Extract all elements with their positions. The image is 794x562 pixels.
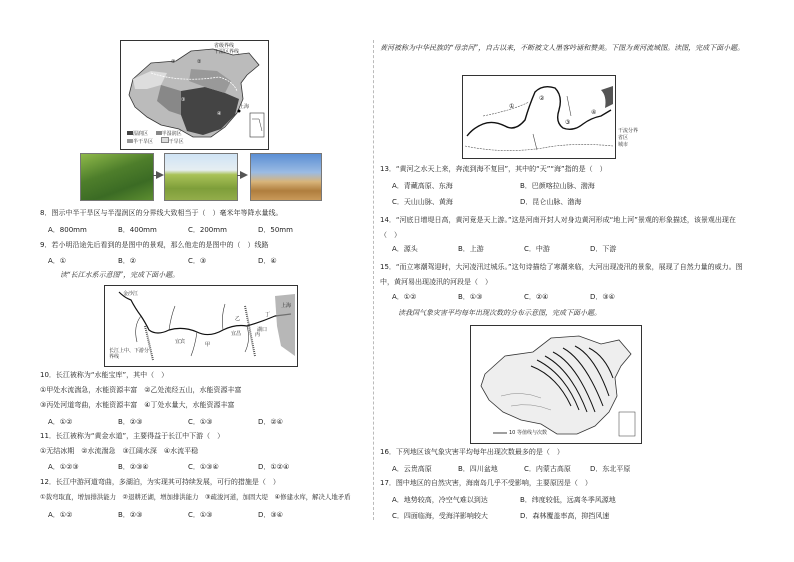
question-9: 9．若小明沿途先后看到的是图中的景观，那么他走的是图中的（ ）线路 xyxy=(40,241,269,249)
svg-text:③: ③ xyxy=(181,97,186,103)
svg-text:①: ① xyxy=(171,59,176,65)
svg-text:乙: 乙 xyxy=(235,316,241,322)
q17-option-c[interactable]: C．四面临海，受海洋影响较大 xyxy=(392,512,488,520)
question-15: 15．“而立寒潮驾迎时，大河凌汛过城乐。”这句诗描绘了寒潮来临，大河出现凌汛的景象，展现了自然力量的威力。图中，黄河易出现凌汛的河段是（ ） xyxy=(380,263,743,286)
desert-photo xyxy=(250,153,322,201)
q11-option-d[interactable]: D．①②④ xyxy=(258,463,290,471)
dry-wet-region-map xyxy=(120,40,269,150)
question-8: 8．图示中半干旱区与半湿润区的分界线大致相当于（ ）毫米年等降水量线。 xyxy=(40,209,283,217)
q11-option-a[interactable]: A．①②③ xyxy=(48,463,79,471)
svg-text:②: ② xyxy=(539,95,545,102)
yangtze-river-map xyxy=(104,285,298,367)
q17-option-a[interactable]: A．地势较高，冷空气难以到达 xyxy=(392,496,488,504)
legend-boundary: 省级界线 xyxy=(214,43,235,49)
q8-option-c[interactable]: C．200mm xyxy=(188,226,227,234)
q12-line-1: ①裁弯取直，增加排洪能力 ②退耕还湖，增加排洪能力 ③疏浚河道，加固大堤 ④修建水库，解决人地矛盾 xyxy=(40,493,351,501)
legend-boundary-line: 长江上中、下游分界线 xyxy=(109,348,150,360)
q15-option-c[interactable]: C．②④ xyxy=(524,293,549,301)
column-divider xyxy=(373,40,374,520)
legend-semihumid: 半湿润区 xyxy=(161,131,182,137)
q10-option-d[interactable]: D．②④ xyxy=(258,418,283,426)
map1-legend-top xyxy=(124,43,239,55)
q15-option-d[interactable]: D．③④ xyxy=(590,293,615,301)
question-11: 11．长江被称为“黄金水道”，主要得益于长江中下游（ ） xyxy=(40,432,225,440)
q10-option-a[interactable]: A．①② xyxy=(48,418,73,426)
label-yibin: 宜宾 xyxy=(175,339,186,345)
q13-option-a[interactable]: A．青藏高原、东海 xyxy=(392,182,453,190)
yellow-river-map xyxy=(462,75,616,159)
svg-text:②: ② xyxy=(197,59,202,65)
q13-option-b[interactable]: B．巴颜喀拉山脉、渤海 xyxy=(520,182,595,190)
legend-province: 省区 xyxy=(618,135,629,141)
svg-text:④: ④ xyxy=(591,109,597,116)
q16-option-a[interactable]: A．云贵高原 xyxy=(392,465,432,473)
q10-option-b[interactable]: B．②③ xyxy=(118,418,143,426)
label-jinsha: 金沙江 xyxy=(123,291,139,297)
svg-text:丙: 丙 xyxy=(255,332,261,338)
cold-map-legend: 10 等值线与次数 xyxy=(509,430,547,436)
intro-cold-wave: 读我国气象灾害平均每年出现次数的分布示意图，完成下面小题。 xyxy=(398,309,601,317)
q8-option-b[interactable]: B．400mm xyxy=(118,226,157,234)
q14-option-b[interactable]: B．上游 xyxy=(458,245,484,253)
q13-option-c[interactable]: C．天山山脉、黄海 xyxy=(392,198,453,206)
question-16: 16．下列地区该气象灾害平均每年出现次数最多的是（ ） xyxy=(380,448,564,456)
q16-option-b[interactable]: B．四川盆地 xyxy=(458,465,498,473)
q12-option-d[interactable]: D．③④ xyxy=(258,511,283,519)
q10-option-c[interactable]: C．①③ xyxy=(188,418,213,426)
question-14: 14．“河底日增堤日高，黄河竟是天上游。”这是河南开封人对身边黄河形成“地上河”景观的形象描述，该景观出现在（ ） xyxy=(380,216,736,239)
q10-line-1: ①甲处水流湍急，水能资源丰富 ②乙处流经五山，水能资源丰富 xyxy=(40,386,242,394)
arrow-right-icon xyxy=(240,171,248,179)
cold-wave-map xyxy=(470,325,642,444)
svg-text:甲: 甲 xyxy=(205,342,211,348)
q14-option-a[interactable]: A．源头 xyxy=(392,245,418,253)
q9-option-d[interactable]: D．④ xyxy=(258,257,277,265)
q12-option-a[interactable]: A．①② xyxy=(48,511,73,519)
cold-wave-drawing xyxy=(471,326,641,443)
q9-option-a[interactable]: A．① xyxy=(48,257,67,265)
q9-option-b[interactable]: B．② xyxy=(118,257,137,265)
q15-option-a[interactable]: A．①② xyxy=(392,293,417,301)
label-yichang: 宜昌 xyxy=(231,331,242,337)
label-hukou: 湖口 xyxy=(257,327,268,333)
map1-legend-bottom xyxy=(127,131,184,145)
intro-yangtze: 读“长江水系示意图”，完成下面小题。 xyxy=(60,271,180,279)
forest-photo xyxy=(80,153,154,201)
legend-section: 干流分界 xyxy=(618,128,639,134)
svg-text:③: ③ xyxy=(565,119,571,126)
q17-option-b[interactable]: B．纬度较低，远离冬季风源地 xyxy=(520,496,616,504)
q14-option-d[interactable]: D．下游 xyxy=(590,245,617,253)
yellow-map-legend xyxy=(618,128,638,149)
question-12: 12．长江中游河道弯曲，多湖泊，为实现其可持续发展，可行的措施是（ ） xyxy=(40,478,280,486)
question-17: 17．图中地区的自然灾害，海南岛几乎不受影响，主要原因是（ ） xyxy=(380,479,592,487)
q16-option-d[interactable]: D．东北平原 xyxy=(590,465,631,473)
legend-dry-wet-line: 干湿区界线 xyxy=(214,49,240,55)
q12-option-c[interactable]: C．①③ xyxy=(188,511,213,519)
q11-option-b[interactable]: B．②③④ xyxy=(118,463,149,471)
q13-option-d[interactable]: D．昆仑山脉、渤海 xyxy=(520,198,582,206)
q11-option-c[interactable]: C．①③④ xyxy=(188,463,219,471)
q10-line-2: ③丙处河道弯曲，水能资源丰富 ④丁处水量大，水能资源丰富 xyxy=(40,401,235,409)
q16-option-c[interactable]: C．内蒙古高原 xyxy=(524,465,571,473)
arrow-right-icon xyxy=(156,171,164,179)
legend-arid: 干旱区 xyxy=(168,139,184,145)
intro-yellow-river: 黄河被称为中华民族的“母亲河”，自古以来，不断被文人墨客吟诵和赞美。下图为黄河流域图。读图，完成下面小题。 xyxy=(380,44,745,52)
svg-text:④: ④ xyxy=(217,111,222,117)
question-10: 10．长江被称为“水能宝库”，其中（ ） xyxy=(40,371,169,379)
q9-option-c[interactable]: C．③ xyxy=(188,257,207,265)
legend-city: 城市 xyxy=(618,142,629,148)
legend-humid: 湿润区 xyxy=(133,131,149,137)
legend-semiarid: 半干旱区 xyxy=(133,139,154,145)
svg-text:丁: 丁 xyxy=(265,312,271,318)
q14-option-c[interactable]: C．中游 xyxy=(524,245,550,253)
label-shanghai: 上海 xyxy=(281,303,292,309)
q17-option-d[interactable]: D．森林覆盖率高，抑挡风速 xyxy=(520,512,610,520)
q8-option-d[interactable]: D．50mm xyxy=(258,226,293,234)
q8-option-a[interactable]: A．800mm xyxy=(48,226,87,234)
q15-option-b[interactable]: B．①③ xyxy=(458,293,483,301)
yellow-river-drawing xyxy=(463,76,615,158)
question-13: 13．“黄河之水天上来，奔流到海不复回”，其中的“天”“海”指的是（ ） xyxy=(380,165,607,173)
grassland-photo xyxy=(164,153,238,201)
q12-option-b[interactable]: B．②③ xyxy=(118,511,143,519)
svg-text:①: ① xyxy=(509,103,515,110)
q11-line-1: ①无结冰期 ②水流湍急 ③江阔水深 ④水流平稳 xyxy=(40,447,199,455)
map1-city-label: 上海 xyxy=(239,104,250,110)
